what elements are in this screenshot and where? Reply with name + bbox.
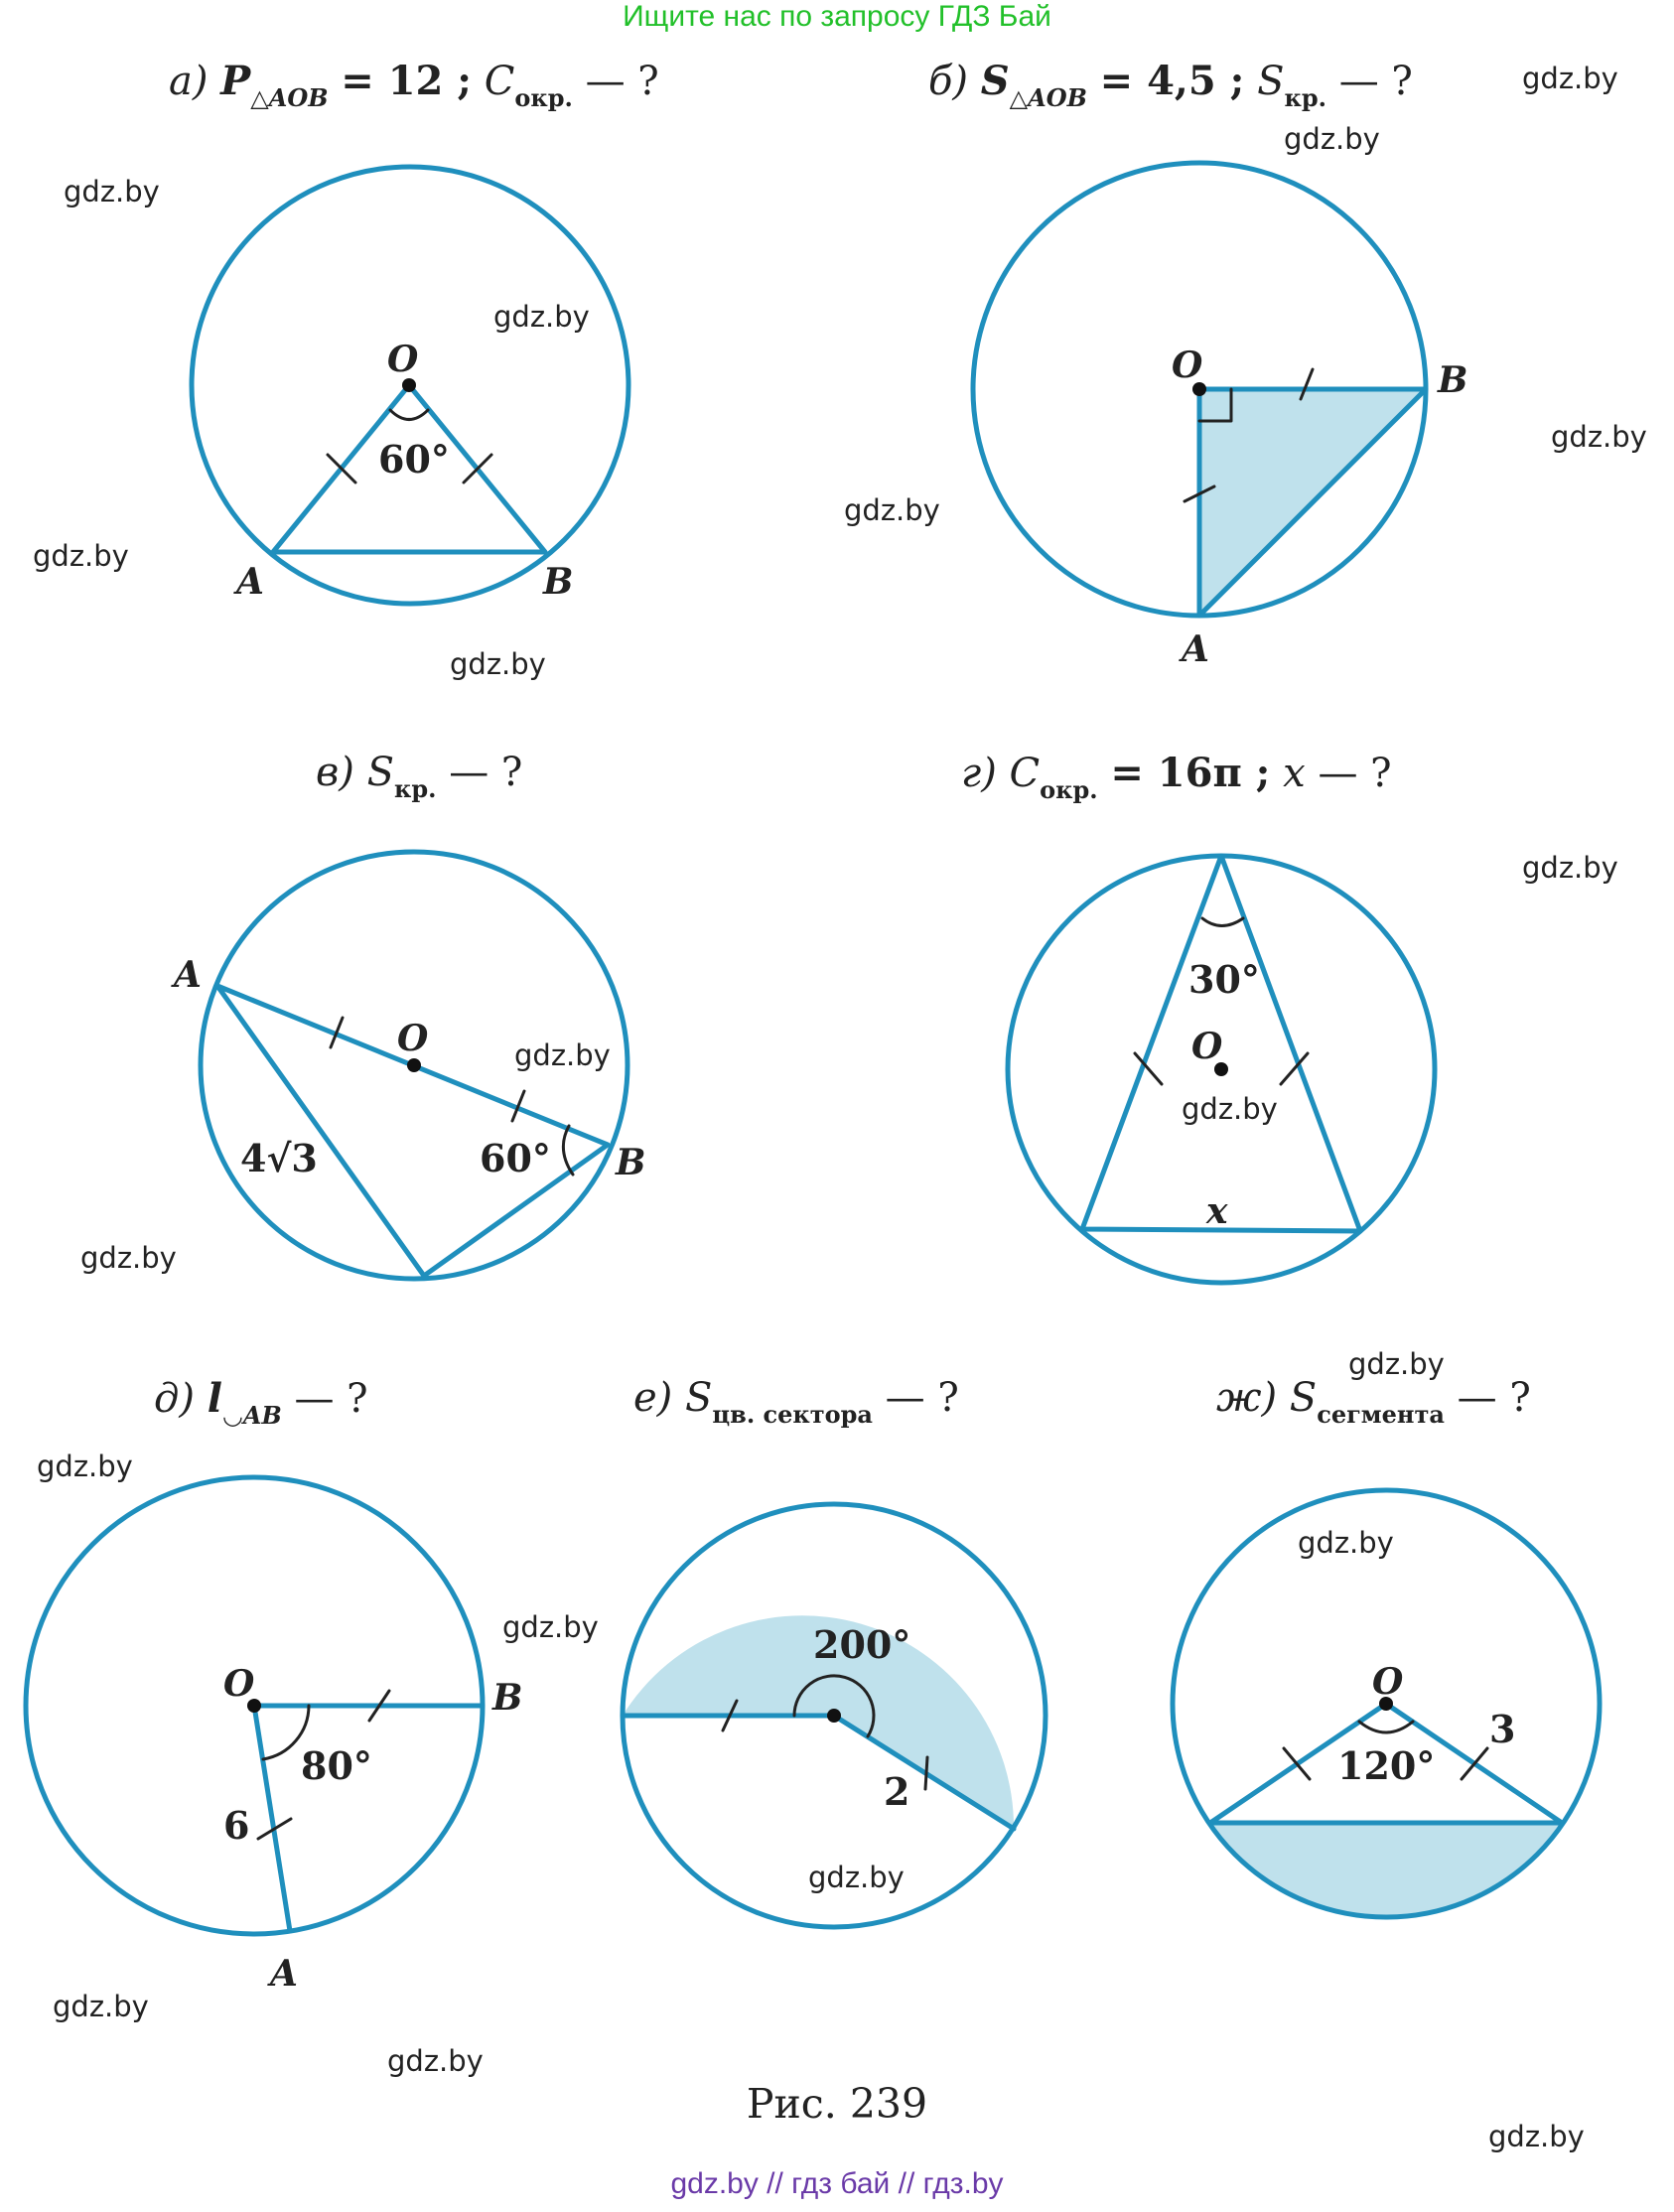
problem-e-letter: е) [633, 1375, 673, 1421]
figure-a-center-dot [402, 378, 416, 392]
watermark: gdz.by [1522, 62, 1618, 95]
problem-zh-tail: — ? [1457, 1375, 1531, 1421]
watermark: gdz.by [53, 1990, 149, 2023]
figure-zh-tick [1462, 1748, 1487, 1779]
problem-a-eq: = 12 ; [341, 58, 473, 104]
watermark: gdz.by [33, 539, 129, 573]
figure-v-angle: 60° [480, 1136, 551, 1180]
figure-e-radius: 2 [884, 1769, 910, 1814]
problem-zh-letter: ж) [1216, 1375, 1278, 1421]
figure-a-label-o: O [387, 339, 419, 380]
watermark: gdz.by [808, 1861, 905, 1894]
problem-b-tail: — ? [1338, 59, 1413, 104]
problem-a-letter: а) [169, 59, 209, 104]
problem-b-letter: б) [928, 59, 969, 104]
figure-e-center-dot [827, 1709, 841, 1723]
problem-zh-ask-sub: сегмента [1317, 1400, 1445, 1429]
figure-v-label-b: B [616, 1142, 646, 1183]
footer-links[interactable]: gdz.by // гдз бай // гдз.by [670, 2167, 1004, 2200]
figure-b-label-a: A [1182, 628, 1209, 670]
figure-caption: Рис. 239 [746, 2080, 928, 2128]
figure-zh-angle: 120° [1337, 1743, 1436, 1788]
figure-zh-tick [1284, 1748, 1310, 1779]
figure-zh-angle-arc [1359, 1722, 1413, 1732]
watermark: gdz.by [1182, 1092, 1278, 1126]
problem-g-tail: — ? [1318, 751, 1392, 796]
figure-d-radius: 6 [223, 1803, 250, 1848]
watermark: gdz.by [1522, 851, 1618, 885]
watermark: gdz.by [64, 175, 160, 208]
problem-g-letter: г) [961, 751, 997, 796]
figure-a-angle-arc [390, 410, 428, 420]
problem-e-ask-sub: цв. сектора [712, 1400, 873, 1429]
problem-b-lhs: S [980, 58, 1010, 104]
problem-g-ask: x [1283, 751, 1306, 796]
figure-v-label-a: A [174, 954, 202, 996]
figure-e-tick [925, 1757, 927, 1789]
problem-a-lhs-sub: △AOB [250, 83, 329, 112]
problem-b-ask: S [1257, 59, 1285, 104]
problem-a-tail: — ? [585, 59, 659, 104]
problem-b-eq: = 4,5 ; [1099, 58, 1245, 104]
problem-v-tail: — ? [449, 750, 523, 795]
watermark: gdz.by [514, 1038, 611, 1072]
figure-a-label-b: B [543, 561, 574, 603]
problem-v-ask: S [366, 750, 395, 795]
watermark: gdz.by [493, 300, 590, 334]
problem-g-eq: = 16π ; [1110, 750, 1271, 796]
problem-a-ask-sub: окр. [514, 83, 573, 112]
figure-v-angle-arc [563, 1126, 573, 1175]
problem-d-ask-sub: ◡AB [221, 1401, 282, 1430]
problem-a-lhs: P [220, 58, 251, 104]
problem-g-lhs-sub: окр. [1040, 775, 1098, 804]
search-banner[interactable]: Ищите нас по запросу ГДЗ Бай [623, 0, 1051, 33]
figure-v-label-o: O [397, 1018, 429, 1059]
figure-a-angle: 60° [378, 437, 450, 482]
figure-zh-label-o: O [1372, 1661, 1404, 1703]
figure-b-triangle [1199, 389, 1426, 616]
problem-e-tail: — ? [885, 1375, 959, 1421]
problem-b-lhs-sub: △AOB [1009, 83, 1087, 112]
problem-d-ask: l [207, 1375, 222, 1422]
figure-d-radius-oa [254, 1706, 290, 1931]
figure-g-label-o: O [1191, 1026, 1223, 1067]
problem-d-tail: — ? [294, 1376, 368, 1422]
figure-d-label-o: O [223, 1663, 255, 1705]
figure-v-center-dot [407, 1058, 421, 1072]
problem-zh-ask: S [1289, 1375, 1318, 1421]
figure-v-side: 4√3 [240, 1136, 318, 1180]
figure-zh-side: 3 [1489, 1707, 1516, 1751]
watermark: gdz.by [1348, 1347, 1445, 1381]
figure-d-label-b: B [492, 1677, 523, 1719]
figure-b-label-o: O [1172, 345, 1203, 386]
watermark: gdz.by [1298, 1526, 1394, 1560]
problem-v-ask-sub: кр. [394, 774, 437, 803]
watermark: gdz.by [844, 493, 940, 527]
figure-g-angle-arc [1202, 918, 1243, 926]
figure-a-label-a: A [236, 561, 264, 603]
figure-b-label-b: B [1438, 359, 1468, 401]
figure-d-angle: 80° [301, 1743, 372, 1788]
watermark: gdz.by [1284, 122, 1380, 156]
watermark: gdz.by [387, 2044, 484, 2078]
problem-e-ask: S [685, 1375, 713, 1421]
figure-g-label-x: x [1206, 1190, 1228, 1232]
watermark: gdz.by [1551, 420, 1647, 454]
problem-g-lhs: C [1009, 751, 1041, 796]
problem-a-ask: C [484, 59, 515, 104]
figure-d-label-a: A [270, 1953, 298, 1995]
figure-g-angle: 30° [1188, 957, 1260, 1002]
watermark: gdz.by [450, 647, 546, 681]
problem-d-letter: д) [154, 1376, 195, 1422]
watermark: gdz.by [37, 1450, 133, 1483]
figure-zh-segment [1210, 1823, 1562, 1915]
watermark: gdz.by [502, 1610, 599, 1644]
figure-e-angle: 200° [813, 1622, 911, 1667]
problem-v-letter: в) [316, 750, 354, 795]
watermark: gdz.by [1488, 2120, 1585, 2153]
problem-b-ask-sub: кр. [1284, 83, 1326, 112]
watermark: gdz.by [80, 1241, 177, 1275]
